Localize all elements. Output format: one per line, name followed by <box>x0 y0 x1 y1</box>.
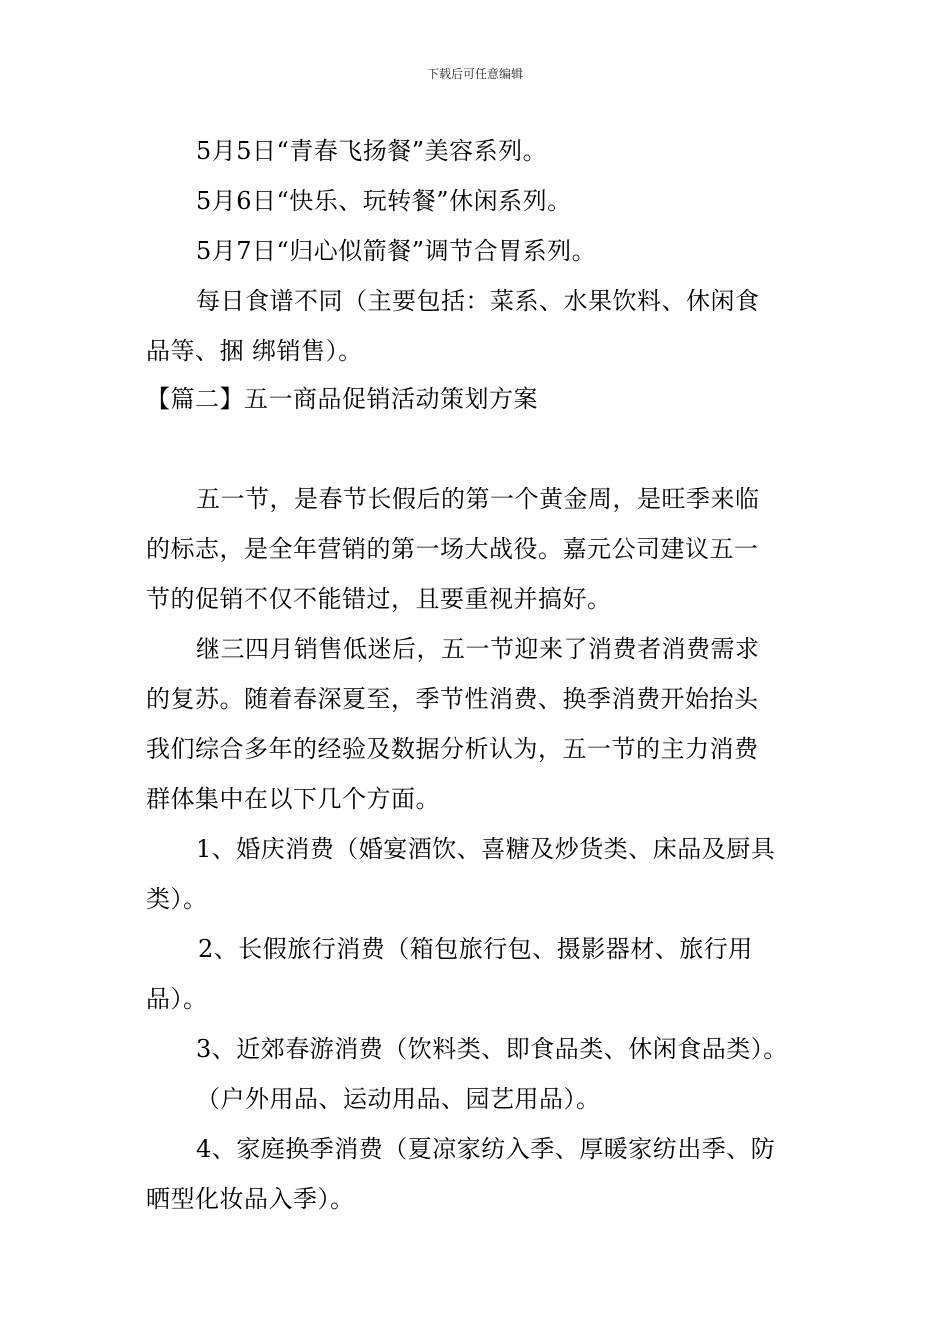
list-item-line: 品）。 <box>146 985 208 1013</box>
page-header-note: 下载后可任意编辑 <box>426 67 523 81</box>
paragraph-line: 5月5日“青春飞扬餐”美容系列。 <box>196 137 548 165</box>
list-item-line: （户外用品、运动用品、园艺用品）。 <box>196 1085 601 1113</box>
paragraph-line: 每日食谱不同（主要包括：菜系、水果饮料、休闲食 <box>196 287 760 315</box>
section-heading: 【篇二】五一商品促销活动策划方案 <box>146 385 538 413</box>
list-item-line: 1、婚庆消费（婚宴酒饮、喜糖及炒货类、床品及厨具 <box>196 835 776 863</box>
paragraph-line: 的复苏。随着春深夏至，季节性消费、换季消费开始抬头 <box>146 685 759 713</box>
paragraph-line: 五一节，是春节长假后的第一个黄金周，是旺季来临 <box>196 485 760 513</box>
paragraph-line: 节的促销不仅不能错过，且要重视并搞好。 <box>146 585 612 613</box>
list-item-line: 晒型化妆品入季）。 <box>146 1185 355 1213</box>
paragraph-line: 继三四月销售低迷后，五一节迎来了消费者消费需求 <box>196 635 760 663</box>
paragraph-line: 品等、捆 绑销售）。 <box>146 337 363 365</box>
paragraph-line: 5月6日“快乐、玩转餐”休闲系列。 <box>196 187 572 215</box>
list-item-line: 4、家庭换季消费（夏凉家纺入季、厚暖家纺出季、防 <box>196 1135 776 1163</box>
paragraph-line: 群体集中在以下几个方面。 <box>146 785 440 813</box>
list-item-line: 2、长假旅行消费（箱包旅行包、摄影器材、旅行用 <box>198 935 753 963</box>
list-item-line: 类）。 <box>146 885 208 913</box>
list-item-line: 3、近郊春游消费（饮料类、即食品类、休闲食品类）。 <box>196 1035 788 1063</box>
paragraph-line: 的标志，是全年营销的第一场大战役。嘉元公司建议五一 <box>146 535 759 563</box>
paragraph-line: 5月7日“归心似箭餐”调节合胃系列。 <box>196 237 597 265</box>
paragraph-line: 我们综合多年的经验及数据分析认为，五一节的主力消费 <box>146 735 759 763</box>
